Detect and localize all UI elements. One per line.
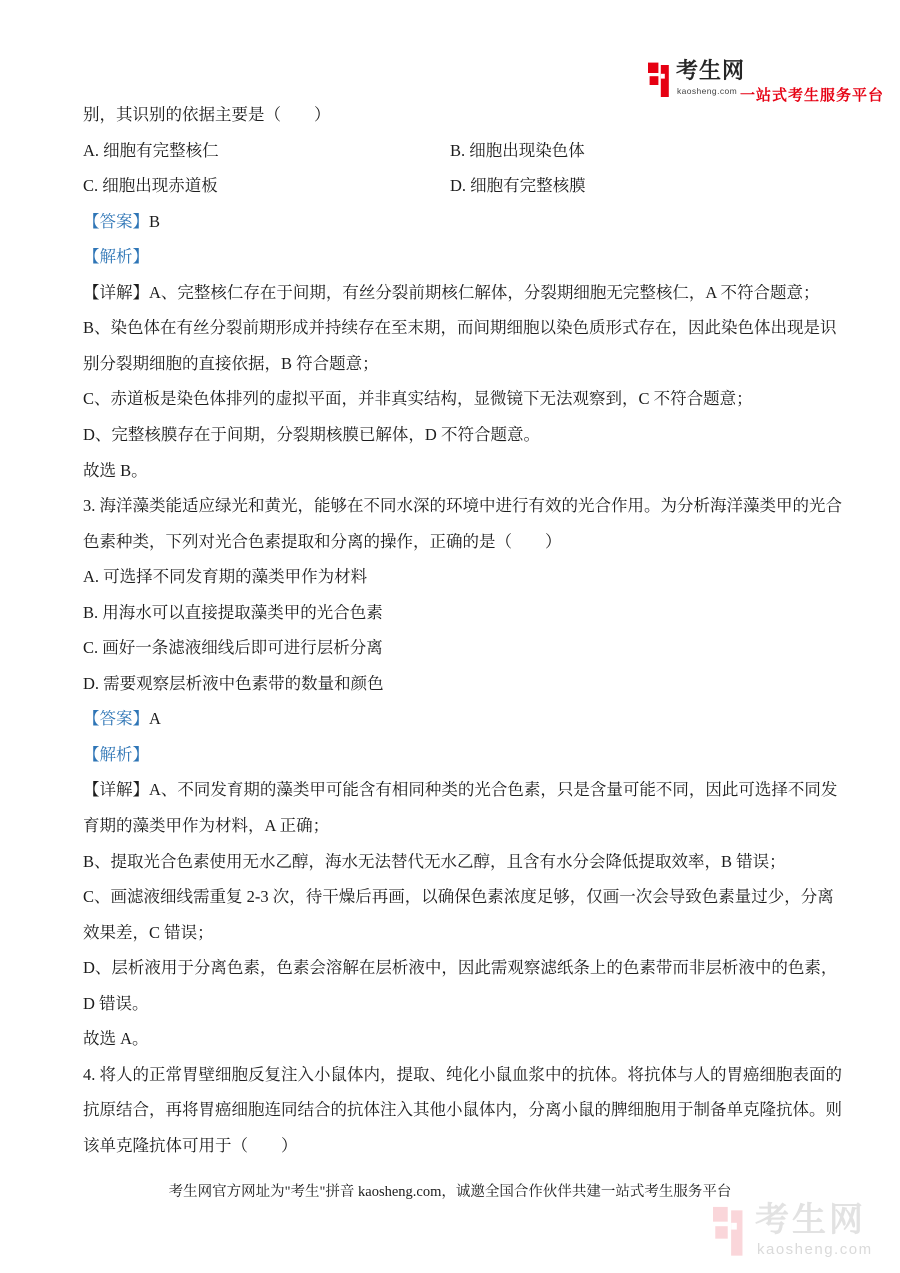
option-text: D. 细胞有完整核膜 <box>450 176 586 196</box>
document-line: B、提取光合色素使用无水乙醇，海水无法替代无水乙醇，且含有水分会降低提取效率，B 错误； <box>83 851 786 871</box>
document-line <box>83 707 823 731</box>
document-line: 【详解】A、完整核仁存在于间期，有丝分裂前期核仁解体，分裂期细胞无完整核仁，A 不符合题意； <box>83 282 820 302</box>
document-line: 故选 B。 <box>83 460 148 480</box>
option-text: A. 细胞有完整核仁 <box>83 140 219 160</box>
document-line: B、染色体在有丝分裂前期形成并持续存在至末期，而间期细胞以染色质形式存在，因此染色体出现是识 <box>83 318 837 338</box>
answer-text: B <box>149 211 161 231</box>
footer-note: 考生网官方网址为"考生"拼音 kaosheng.com，诚邀全国合作伙伴共建一站式考生服务平台 <box>168 1184 732 1200</box>
document-line: C. 画好一条滤液细线后即可进行层析分离 <box>83 638 383 658</box>
document-line: 效果差，C 错误； <box>83 922 214 942</box>
brand-tagline: 一站式考生服务平台 <box>740 87 885 104</box>
bracket-label: 【答案】 <box>83 211 149 231</box>
document-line: C、赤道板是染色体排列的虚拟平面，并非真实结构，显微镜下无法观察到，C 不符合题意； <box>83 389 753 409</box>
kaosheng-watermark-icon <box>713 1205 747 1261</box>
document-line: 该单克隆抗体可用于（ ） <box>83 1135 298 1155</box>
document-line <box>83 245 823 269</box>
answer-text: A <box>149 709 161 729</box>
watermark-brand <box>713 1203 883 1265</box>
watermark-brand-domain: kaosheng.com <box>757 1241 873 1258</box>
document-line: A. 可选择不同发育期的藻类甲作为材料 <box>83 567 368 587</box>
document-line: D. 需要观察层析液中色素带的数量和颜色 <box>83 673 384 693</box>
option-text: B. 细胞出现染色体 <box>450 140 585 160</box>
bracket-label: 【答案】 <box>83 709 149 729</box>
document-line: 色素种类，下列对光合色素提取和分离的操作，正确的是（ ） <box>83 531 562 551</box>
document-line <box>83 139 823 163</box>
document-line <box>83 210 823 234</box>
document-line: 抗原结合，再将胃癌细胞连同结合的抗体注入其他小鼠体内，分离小鼠的脾细胞用于制备单克隆抗体。则 <box>83 1100 842 1120</box>
document-line: B. 用海水可以直接提取藻类甲的光合色素 <box>83 602 383 622</box>
option-text: C. 细胞出现赤道板 <box>83 176 218 196</box>
document-line: D、完整核膜存在于间期，分裂期核膜已解体，D 不符合题意。 <box>83 424 540 444</box>
document-line <box>83 174 823 198</box>
document-line: C、画滤液细线需重复 2-3 次，待干燥后再画，以确保色素浓度足够，仅画一次会导致色素量过少，分离 <box>83 887 834 907</box>
watermark-brand-name: 考生网 <box>755 1201 866 1239</box>
document-line: D 错误。 <box>83 993 149 1013</box>
document-line <box>83 743 823 767</box>
brand-domain: kaosheng.com <box>677 86 738 96</box>
bracket-label: 【解析】 <box>83 247 149 267</box>
document-line: 3. 海洋藻类能适应绿光和黄光，能够在不同水深的环境中进行有效的光合作用。为分析海洋藻类甲的光合 <box>83 496 842 516</box>
document-line: 故选 A。 <box>83 1029 149 1049</box>
document-line: 4. 将人的正常胃壁细胞反复注入小鼠体内，提取、纯化小鼠血浆中的抗体。将抗体与人的胃癌细胞表面的 <box>83 1064 842 1084</box>
bracket-label: 【解析】 <box>83 744 149 764</box>
document-line: D、层析液用于分离色素，色素会溶解在层析液中，因此需观察滤纸条上的色素带而非层析液中的色素， <box>83 958 838 978</box>
document-line: 育期的藻类甲作为材料，A 正确； <box>83 816 330 835</box>
brand-name: 考生网 <box>676 58 746 83</box>
document-line: 【详解】A、不同发育期的藻类甲可能含有相同种类的光合色素，只是含量可能不同，因此可选择不同发 <box>83 780 838 800</box>
document-line: 别，其识别的依据主要是（ ） <box>83 105 331 124</box>
document-line: 别分裂期细胞的直接依据，B 符合题意； <box>83 353 379 373</box>
